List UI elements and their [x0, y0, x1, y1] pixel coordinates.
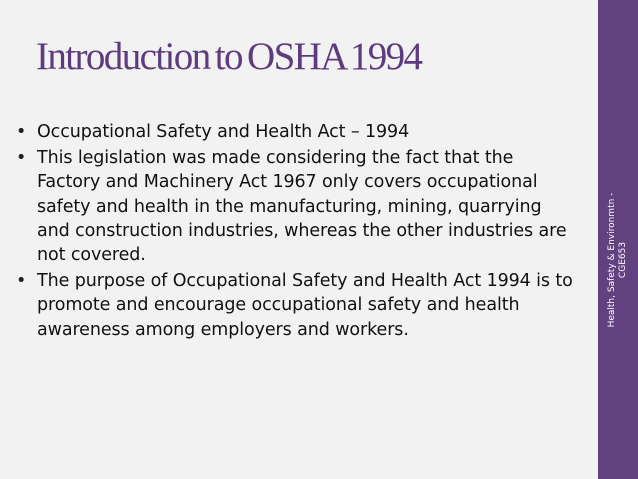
sidebar-footer — [598, 0, 638, 479]
bullet-text: Occupational Safety and Health Act – 1994 — [37, 122, 410, 142]
sidebar-footer-text — [607, 193, 629, 328]
bullet-item — [16, 146, 576, 267]
sidebar-course-code: CGE653 — [618, 241, 628, 279]
bullet-item — [16, 120, 576, 144]
bullet-point-icon: • — [16, 148, 27, 169]
bullet-point-icon: • — [16, 271, 27, 292]
bullet-list — [16, 120, 576, 344]
bullet-text: The purpose of Occupational Safety and Health Act 1994 is to promote and encourage occupational safety and health awareness among employers and workers. — [37, 271, 573, 340]
bullet-item — [16, 269, 576, 342]
bullet-point-icon: • — [16, 122, 27, 142]
slide-title: Introduction to OSHA 1994 — [36, 35, 422, 78]
sidebar-course-title: Health, Safety & Environmtn - — [607, 192, 617, 328]
bullet-text: This legislation was made considering the fact that the Factory and Machinery Act 1967 only covers occupational safety and health in the manufacturing, mining, quarrying and construction industries, whereas the other industries are not covered. — [37, 148, 567, 266]
